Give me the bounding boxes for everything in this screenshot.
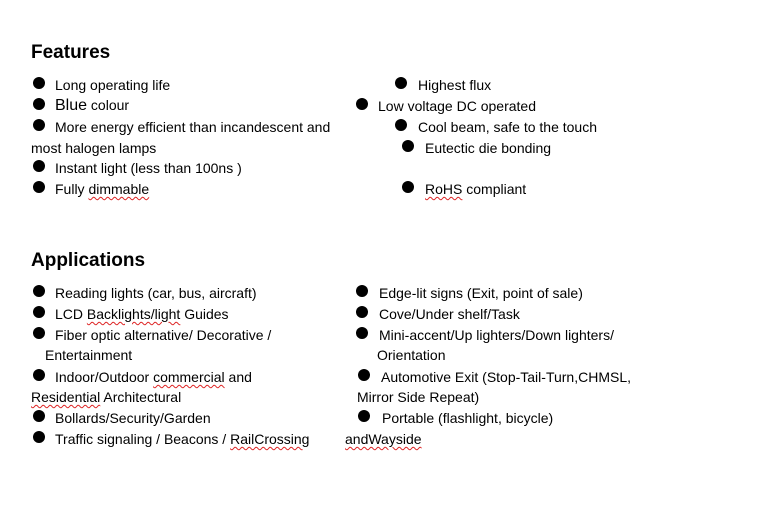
- app-backlights-word: Backlights/light: [86, 306, 181, 322]
- app-fiber-optic-cont: Entertainment: [45, 347, 133, 363]
- bullet-icon: [33, 306, 45, 318]
- bullet-icon: [358, 410, 370, 422]
- app-automotive-exit: Automotive Exit (Stop-Tail-Turn,CHMSL,: [381, 369, 631, 385]
- bullet-icon: [395, 77, 407, 89]
- applications-heading: Applications: [31, 250, 146, 271]
- bullet-icon: [33, 327, 45, 339]
- bullet-icon: [33, 285, 45, 297]
- bullet-icon: [33, 119, 45, 131]
- app-residential-word: Residential: [31, 389, 101, 405]
- app-commercial-word: commercial: [153, 369, 225, 385]
- feature-colour-word: colour: [90, 97, 130, 113]
- app-portable: Portable (flashlight, bicycle): [382, 410, 554, 426]
- feature-energy-efficient: More energy efficient than incandescent and: [55, 119, 331, 135]
- feature-blue-colour: [55, 97, 129, 114]
- app-edge-lit: Edge-lit signs (Exit, point of sale): [379, 285, 583, 301]
- bullet-icon: [33, 77, 45, 89]
- app-traffic-word: Traffic signaling / Beacons /: [55, 431, 227, 447]
- app-reading-lights: Reading lights (car, bus, aircraft): [55, 285, 257, 301]
- feature-dimmable-word: dimmable: [88, 181, 150, 197]
- app-cove: Cove/Under shelf/Task: [379, 306, 520, 322]
- bullet-icon: [33, 181, 45, 193]
- app-indoor-outdoor: [55, 369, 252, 385]
- app-andwayside-word: andWayside: [345, 431, 422, 447]
- feature-dimmable: [55, 181, 149, 197]
- feature-rohs: [425, 181, 526, 197]
- feature-highest-flux: Highest flux: [418, 77, 492, 93]
- feature-fully-word: Fully: [55, 181, 85, 197]
- app-fiber-optic: Fiber optic alternative/ Decorative /: [55, 327, 272, 343]
- app-traffic-signaling: [55, 431, 309, 447]
- bullet-icon: [33, 160, 45, 172]
- app-and-word: and: [228, 369, 252, 385]
- features-heading: Features: [31, 42, 111, 63]
- app-railcrossing-word: RailCrossing: [230, 431, 310, 447]
- bullet-icon: [358, 369, 370, 381]
- app-architectural-word: Architectural: [103, 389, 182, 405]
- feature-instant-light: Instant light (less than 100ns ): [55, 160, 242, 176]
- feature-eutectic: Eutectic die bonding: [425, 140, 552, 156]
- feature-low-voltage: Low voltage DC operated: [378, 98, 536, 114]
- bullet-icon: [402, 140, 414, 152]
- bullet-icon: [356, 327, 368, 339]
- feature-blue-word: Blue: [55, 97, 88, 114]
- bullet-icon: [356, 285, 368, 297]
- bullet-icon: [356, 98, 368, 110]
- bullet-icon: [33, 369, 45, 381]
- app-bollards: Bollards/Security/Garden: [55, 410, 211, 426]
- app-indoor-outdoor-cont: [31, 389, 181, 405]
- bullet-icon: [33, 98, 45, 110]
- app-lcd-word: LCD: [55, 306, 84, 322]
- feature-compliant-word: compliant: [466, 181, 527, 197]
- feature-rohs-word: RoHS: [425, 181, 463, 197]
- app-lcd-backlights: [55, 306, 229, 322]
- bullet-icon: [33, 431, 45, 443]
- app-automotive-exit-cont: Mirror Side Repeat): [357, 389, 480, 405]
- bullet-icon: [395, 119, 407, 131]
- app-mini-accent-cont: Orientation: [377, 347, 446, 363]
- app-indoor-outdoor-word: Indoor/Outdoor: [55, 369, 150, 385]
- bullet-icon: [33, 410, 45, 422]
- app-guides-word: Guides: [184, 306, 229, 322]
- feature-cool-beam: Cool beam, safe to the touch: [418, 119, 597, 135]
- feature-long-life: Long operating life: [55, 77, 171, 93]
- feature-energy-efficient-cont: most halogen lamps: [31, 140, 157, 156]
- bullet-icon: [356, 306, 368, 318]
- app-wayside: [345, 431, 422, 447]
- bullet-icon: [402, 181, 414, 193]
- app-mini-accent: Mini-accent/Up lighters/Down lighters/: [379, 327, 614, 343]
